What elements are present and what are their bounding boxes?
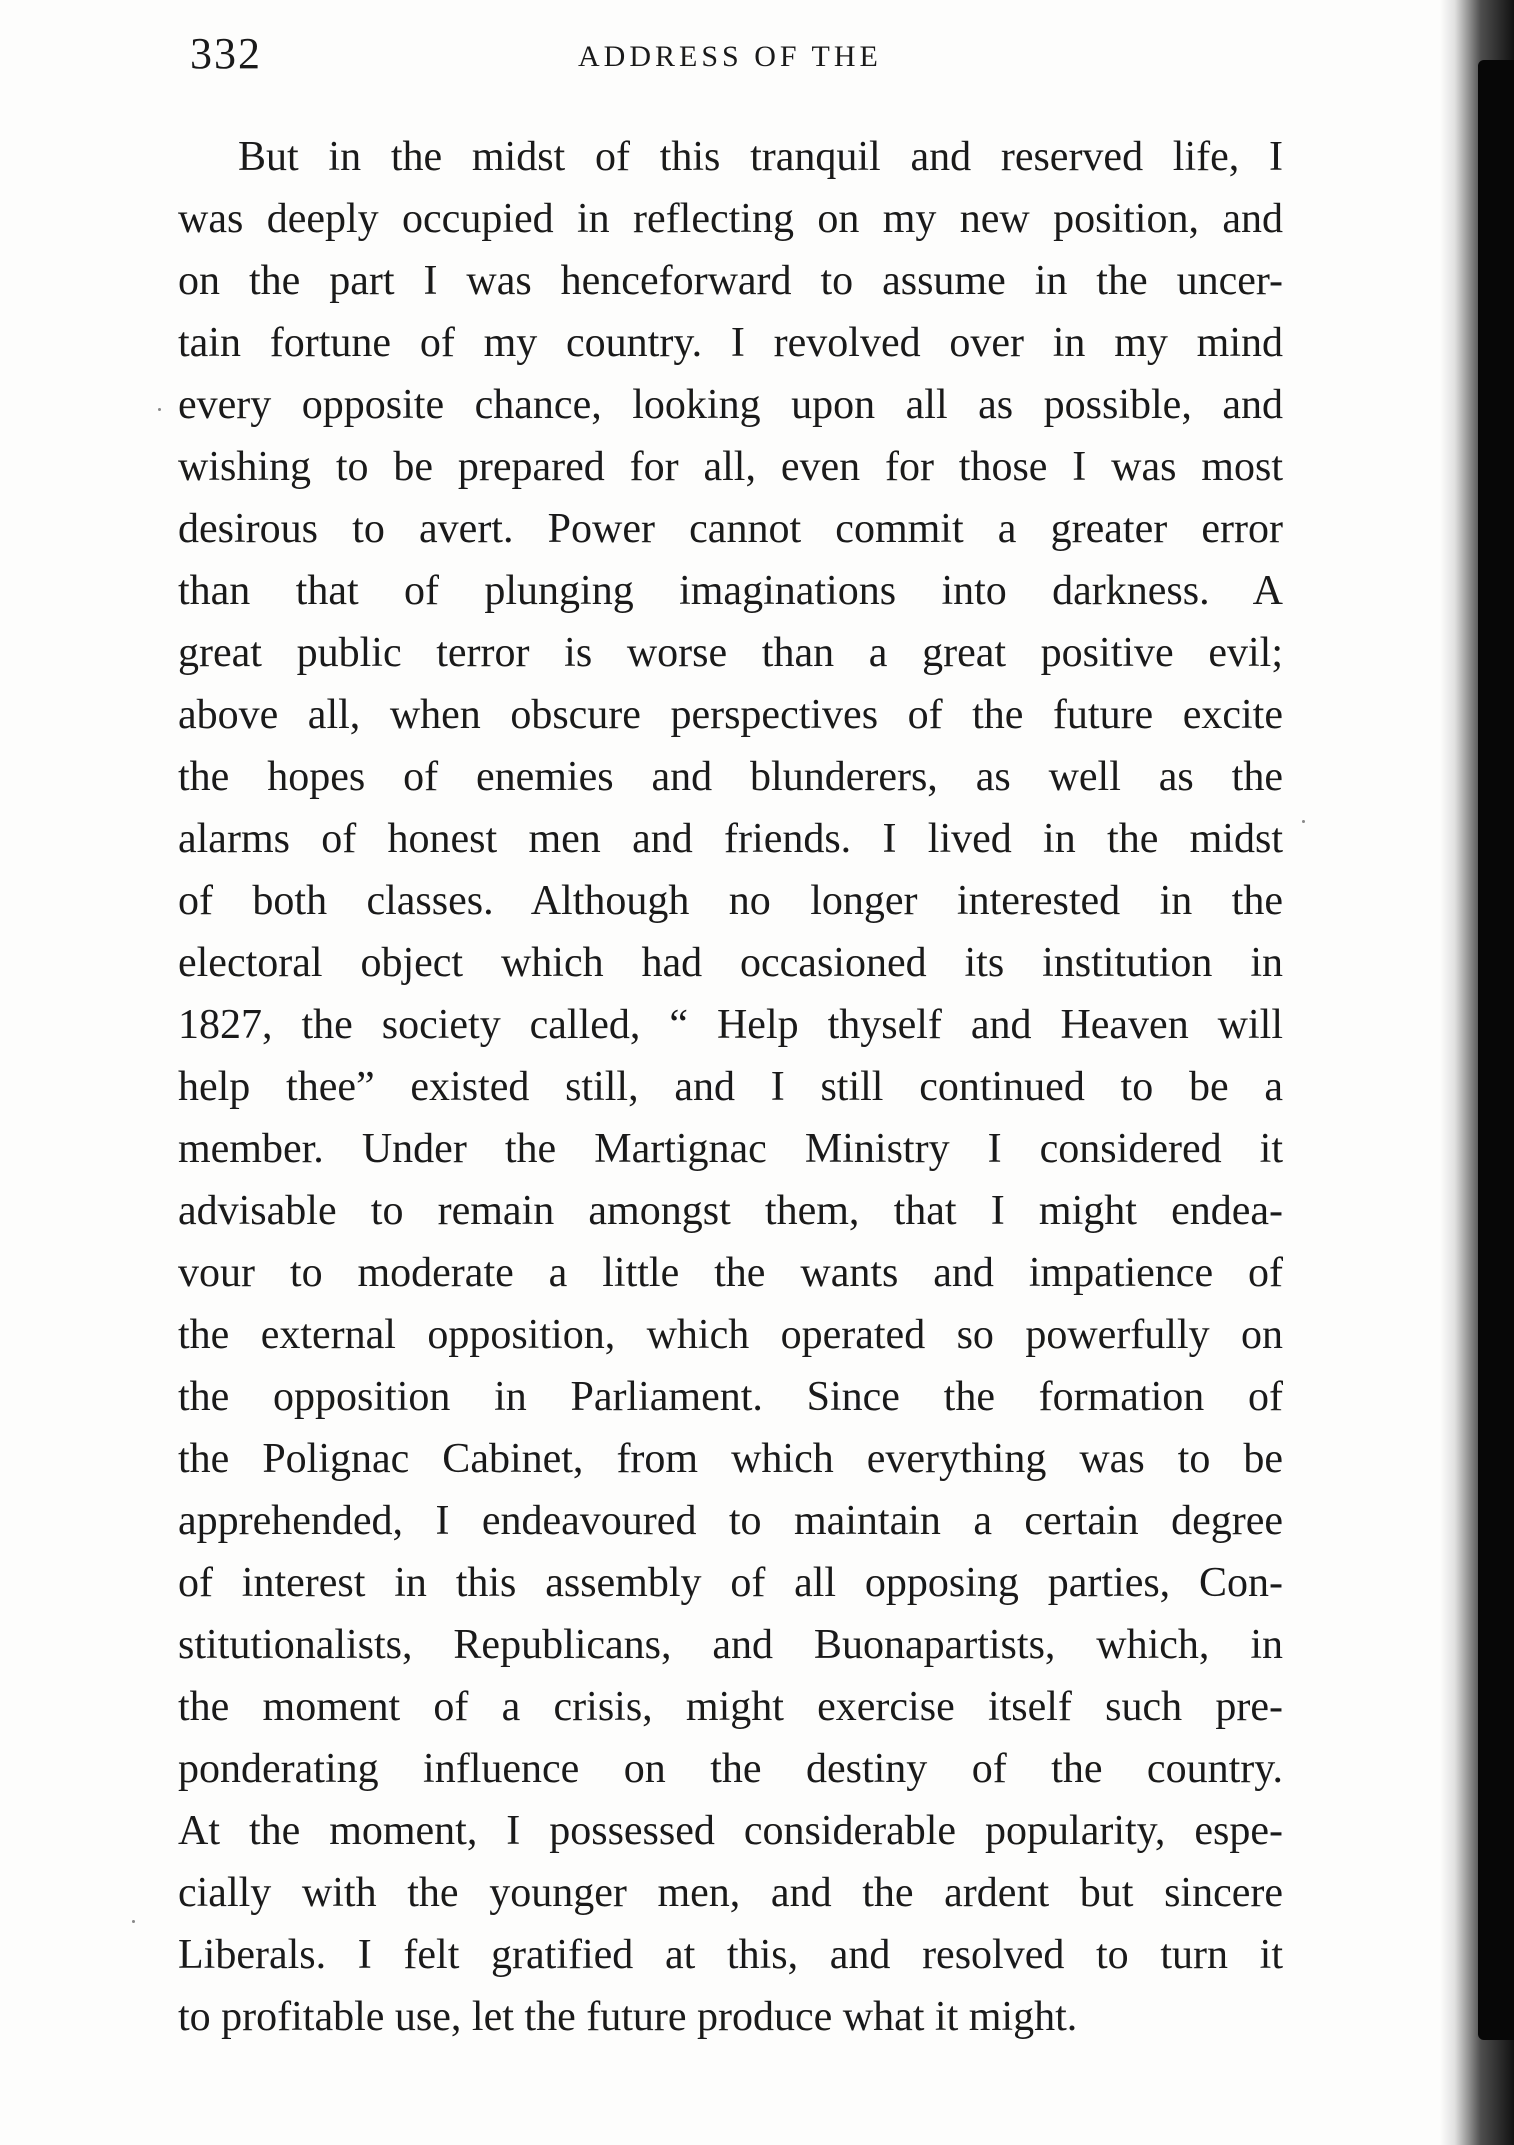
text-line: stitutionalists, Republicans, and Buonapartists, which, in: [178, 1622, 1283, 1668]
text-line: on the part I was henceforward to assume in the uncer-: [178, 258, 1283, 304]
text-line: vour to moderate a little the wants and impatience of: [178, 1250, 1283, 1296]
text-line: the moment of a crisis, might exercise itself such pre-: [178, 1684, 1283, 1730]
body-paragraph: [178, 126, 1283, 2048]
paper-speck: [1302, 820, 1305, 823]
text-line: electoral object which had occasioned its institution in: [178, 940, 1283, 986]
text-line: But in the midst of this tranquil and reserved life, I: [238, 134, 1283, 180]
text-line: the hopes of enemies and blunderers, as well as the: [178, 754, 1283, 800]
text-line: the Polignac Cabinet, from which everything was to be: [178, 1436, 1283, 1482]
text-line: tain fortune of my country. I revolved over in my mind: [178, 320, 1283, 366]
text-line: wishing to be prepared for all, even for those I was most: [178, 444, 1283, 490]
text-line: member. Under the Martignac Ministry I considered it: [178, 1126, 1283, 1172]
text-line: was deeply occupied in reflecting on my new position, and: [178, 196, 1283, 242]
text-line: of both classes. Although no longer interested in the: [178, 878, 1283, 924]
binding-edge: [1478, 60, 1514, 2040]
text-line: apprehended, I endeavoured to maintain a certain degree: [178, 1498, 1283, 1544]
text-line: ponderating influence on the destiny of the country.: [178, 1746, 1283, 1792]
text-line: help thee” existed still, and I still continued to be a: [178, 1064, 1283, 1110]
text-line: At the moment, I possessed considerable popularity, espe-: [178, 1808, 1283, 1854]
running-head: ADDRESS OF THE: [578, 40, 882, 73]
paper-speck: [132, 1920, 135, 1923]
text-line: the opposition in Parliament. Since the formation of: [178, 1374, 1283, 1420]
text-line: of interest in this assembly of all opposing parties, Con-: [178, 1560, 1283, 1606]
text-line: 1827, the society called, “ Help thyself and Heaven will: [178, 1002, 1283, 1048]
text-line: alarms of honest men and friends. I lived in the midst: [178, 816, 1283, 862]
text-line: the external opposition, which operated so powerfully on: [178, 1312, 1283, 1358]
text-line: advisable to remain amongst them, that I might endea-: [178, 1188, 1283, 1234]
text-line: cially with the younger men, and the ardent but sincere: [178, 1870, 1283, 1916]
text-line: to profitable use, let the future produce what it might.: [178, 1994, 1078, 2040]
page-number: 332: [190, 29, 262, 78]
text-line: Liberals. I felt gratified at this, and resolved to turn it: [178, 1932, 1283, 1978]
text-line: than that of plunging imaginations into darkness. A: [178, 568, 1283, 614]
text-line: desirous to avert. Power cannot commit a greater error: [178, 506, 1283, 552]
text-line: great public terror is worse than a great positive evil;: [178, 630, 1283, 676]
text-line: above all, when obscure perspectives of the future excite: [178, 692, 1283, 738]
paper-speck: [158, 408, 161, 411]
text-line: every opposite chance, looking upon all as possible, and: [178, 382, 1283, 428]
